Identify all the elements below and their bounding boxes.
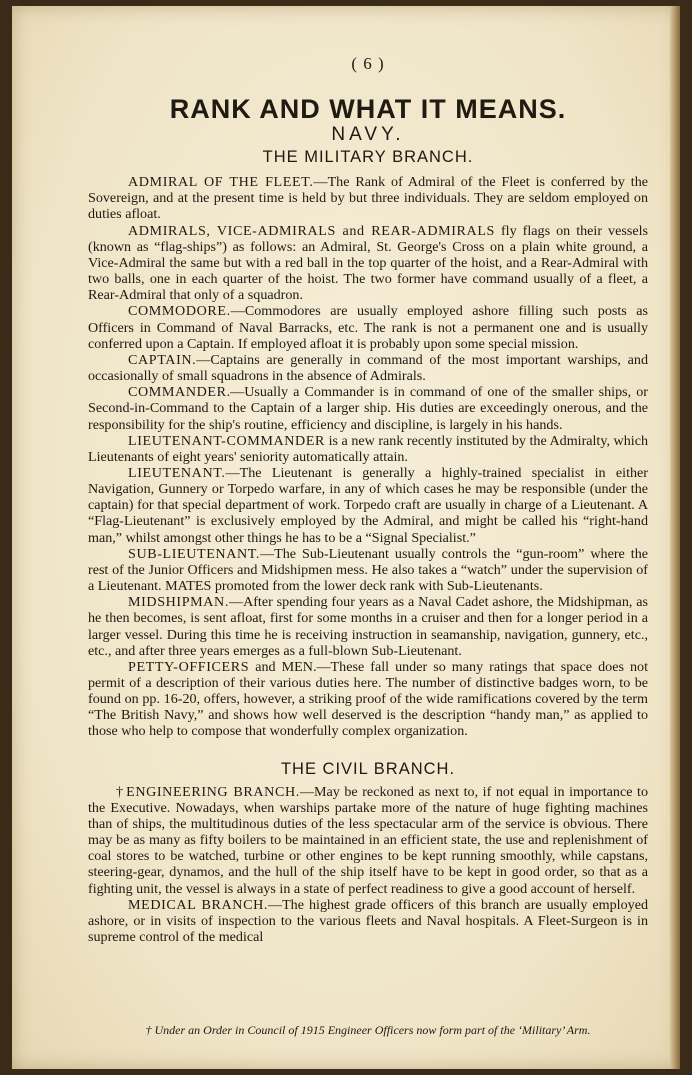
paragraph (88, 223, 648, 304)
paragraph-text: is a new rank recently instituted by the Admiralty, which Lieutenants of eight years' seniority automatically attain. (88, 432, 648, 465)
paragraph (88, 465, 648, 546)
paragraph-text: and MEN.—These fall under so many ratings that space does not permit of a description of their various duties here. The number of distinctive badges worn, to be found on pp. 16-20, offers, however, a striking proof of the wide ramifications covered by the term “The British Navy,” and shows how well deserved is the description “handy man,” as applied to those who help to compose that wonderfully complex organization. (88, 658, 648, 740)
section-heading-civil: THE CIVIL BRANCH. (280, 759, 456, 778)
footnote-mark: † (116, 783, 125, 800)
paragraph (88, 174, 648, 222)
rank-term: MEDICAL BRANCH. (128, 896, 268, 913)
page-number: ( 6 ) (351, 54, 385, 73)
paragraph (88, 897, 648, 945)
paragraph (88, 352, 648, 384)
rank-term: ADMIRALS, VICE-ADMIRALS and REAR-ADMIRALS (128, 222, 495, 239)
paragraph (88, 303, 648, 351)
rank-term: SUB-LIEUTENANT. (128, 545, 261, 562)
paragraph-text: —Commodores are usually employed ashore filling such posts as Officers in Command of Naval Barracks, etc. The rank is not a permanent one and is usually conferred upon a Captain. If employed afloat it is probably upon some special mission. (88, 303, 648, 352)
paragraph-text: —After spending four years as a Naval Cadet ashore, the Midshipman, as he then becomes, is sent afloat, first for some months in a cruiser and then for a longer period in a larger vessel. During this time he is receiving instruction in seamanship, navigation, gunnery, etc., etc., and after three years emerges as a full-blown Sub-Lieutenant. (88, 594, 648, 659)
paragraph (88, 594, 648, 659)
rank-term: PETTY-OFFICERS (128, 658, 250, 675)
paragraph-text: —The highest grade officers of this branch are usually employed ashore, or in visits of inspection to the various fleets and Naval hospitals. A Fleet-Surgeon is in supreme control of the medical (88, 896, 648, 946)
page-spine-edge (670, 6, 680, 1069)
paragraph (88, 433, 648, 465)
page-subtitle: NAVY. (331, 124, 405, 146)
rank-term: ENGINEERING BRANCH. (126, 783, 300, 800)
page-title: RANK AND WHAT IT MEANS. (169, 94, 567, 125)
paragraph-text: fly flags on their vessels (known as “flag-ships”) as follows: an Admiral, St. George's Cross on a plain white ground, a Vice-Admiral the same but with a red ball in the top quarter of the hoist, and a Rear-Admiral with two balls, one in each quarter of the hoist. The two former have command usually of a fleet, a Rear-Admiral that only of a squadron. (88, 222, 648, 304)
paragraph-text: —The Lieutenant is generally a highly-trained specialist in either Navigation, Gunnery or Torpedo warfare, in any of which cases he may be responsible (under the captain) for that special department of work. Torpedo craft are usually in charge of a Lieutenant. A “Flag-Lieutenant” is exclusively employed by the Admiral, and might be called his “right-hand man,” whilst amongst other things he has to be a “Signal Specialist.” (88, 464, 648, 546)
rank-term: COMMANDER (128, 384, 227, 401)
rank-term: MIDSHIPMAN. (128, 594, 229, 611)
rank-term: COMMODORE. (128, 303, 231, 320)
book-page (12, 6, 680, 1069)
page-content (88, 56, 648, 945)
rank-term: LIEUTENANT. (128, 464, 226, 481)
paragraph (88, 659, 648, 740)
paragraph-text: —May be reckoned as next to, if not equal in importance to the Executive. Nowadays, when warships partake more of the nature of huge fighting machines than of ships, the multitudinous duties of the less spectacular arm of the service is obvious. There may be as many as fifty boilers to be maintained in an efficient state, the use and replenishment of coal stores to be watched, turbine or other engines to be kept running smoothly, while capstans, steering-gear, dynamos, and the hull of the ship itself have to be kept in good order, so that as a fighting unit, the vessel is always in a state of perfect readiness to give a good account of herself. (88, 783, 649, 897)
paragraph (88, 546, 648, 594)
section-body-military (88, 174, 648, 739)
paragraph (88, 784, 648, 897)
paragraph-text: —The Sub-Lieutenant usually controls the “gun-room” where the rest of the Junior Officers and Midshipmen mess. He also takes a “watch” under the supervision of a Lieutenant. MATES promoted from the lower deck rank with Sub-Lieutenants. (88, 545, 648, 595)
rank-term: LIEUTENANT-COMMANDER (128, 432, 326, 449)
section-body-civil (88, 784, 648, 946)
paragraph-text: .—Usually a Commander is in command of one of the smaller ships, or Second-in-Command to the Captain of a larger ship. His duties are exceedingly onerous, and the responsibility for the ship's routine, efficiency and discipline, is largely in his hands. (88, 384, 648, 433)
rank-term: ADMIRAL OF THE FLEET. (128, 174, 314, 191)
footnote: † Under an Order in Council of 1915 Engineer Officers now form part of the ‘Military’ Arm. (145, 1023, 591, 1037)
paragraph (88, 384, 648, 432)
section-heading-military: THE MILITARY BRANCH. (262, 148, 474, 167)
paragraph-text: —Captains are generally in command of the most important warships, and occasionally of small squadrons in the absence of Admirals. (88, 351, 648, 385)
rank-term: CAPTAIN. (128, 351, 197, 368)
paragraph-text: —The Rank of Admiral of the Fleet is conferred by the Sovereign, and at the present time is held by but three individuals. They are seldom employed on duties afloat. (88, 174, 648, 223)
